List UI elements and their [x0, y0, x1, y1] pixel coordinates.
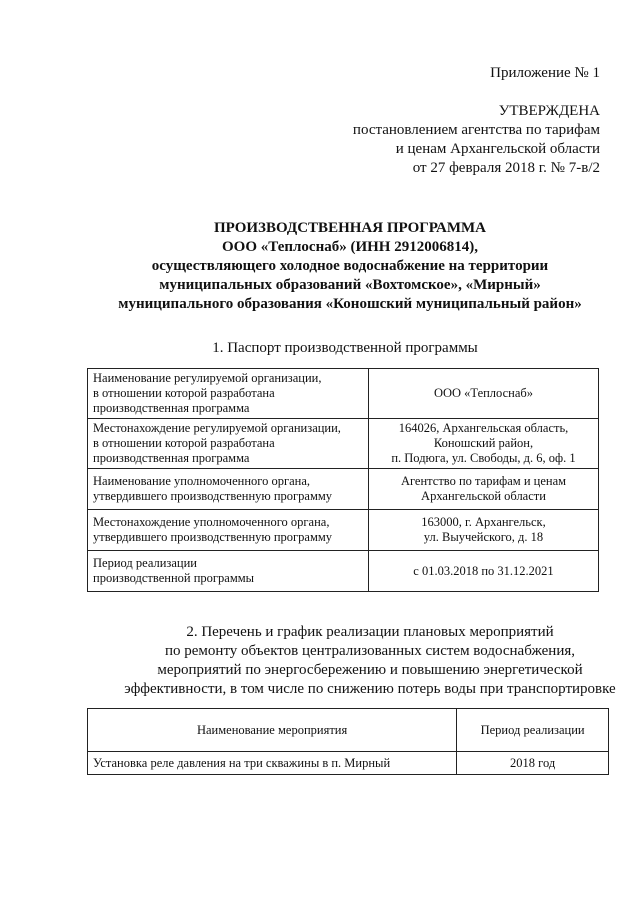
approval-line-3: от 27 февраля 2018 г. № 7-в/2	[412, 160, 600, 176]
passport-key: Наименование регулируемой организации, в отношении которой разработана производственная программа	[88, 369, 369, 419]
passport-value: 163000, г. Архангельск, ул. Выучейского, д. 18	[368, 510, 598, 551]
title-line-4: муниципальных образований «Вохтомское», «Мирный»	[159, 277, 541, 293]
section-2-line-1: 2. Перечень и график реализации плановых мероприятий	[186, 624, 554, 640]
section-1-heading: 1. Паспорт производственной программы	[212, 340, 478, 356]
passport-value: Агентство по тарифам и ценам Архангельской области	[368, 469, 598, 510]
passport-value: ООО «Теплоснаб»	[368, 369, 598, 419]
title-line-3: осуществляющего холодное водоснабжение на территории	[151, 258, 549, 274]
section-2-line-3: мероприятий по энергосбережению и повышению энергетической	[157, 662, 583, 678]
table-row	[88, 551, 599, 592]
passport-key: Местонахождение уполномоченного органа, утвердившего производственную программу	[88, 510, 369, 551]
table-row	[88, 469, 599, 510]
measure-name-cell: Установка реле давления на три скважины в п. Мирный	[88, 752, 457, 775]
approval-line-1: постановлением агентства по тарифам	[352, 122, 600, 138]
title-line-1: ПРОИЗВОДСТВЕННАЯ ПРОГРАММА	[213, 220, 486, 236]
passport-key: Наименование уполномоченного органа, утвердившего производственную программу	[88, 469, 369, 510]
appendix-number: Приложение № 1	[490, 65, 600, 81]
title-line-2: ООО «Теплоснаб» (ИНН 2912006814),	[222, 239, 478, 255]
section-2-line-2: по ремонту объектов централизованных систем водоснабжения,	[164, 643, 575, 659]
table-row	[88, 510, 599, 551]
table-row	[88, 419, 599, 469]
header-measure-name: Наименование мероприятия	[88, 709, 457, 752]
table-header-row	[88, 709, 609, 752]
passport-value: с 01.03.2018 по 31.12.2021	[368, 551, 598, 592]
passport-value: 164026, Архангельская область, Коношский район, п. Подюга, ул. Свободы, д. 6, оф. 1	[368, 419, 598, 469]
approval-block	[340, 64, 600, 178]
passport-table	[87, 368, 599, 592]
document-title	[60, 219, 640, 314]
approval-spacer	[340, 83, 600, 102]
section-2-heading	[60, 623, 640, 699]
title-line-5: муниципального образования «Коношский муниципальный район»	[118, 296, 582, 312]
measures-table	[87, 708, 609, 775]
passport-key: Местонахождение регулируемой организации, в отношении которой разработана производственная программа	[88, 419, 369, 469]
section-2-line-4: эффективности, в том числе по снижению потерь воды при транспортировке	[124, 681, 616, 697]
table-row	[88, 369, 599, 419]
approval-line-2: и ценам Архангельской области	[395, 141, 600, 157]
table-row	[88, 752, 609, 775]
header-period: Период реализации	[457, 709, 609, 752]
passport-key: Период реализации производственной программы	[88, 551, 369, 592]
approved-label: УТВЕРЖДЕНА	[498, 103, 600, 119]
measure-period-cell: 2018 год	[457, 752, 609, 775]
